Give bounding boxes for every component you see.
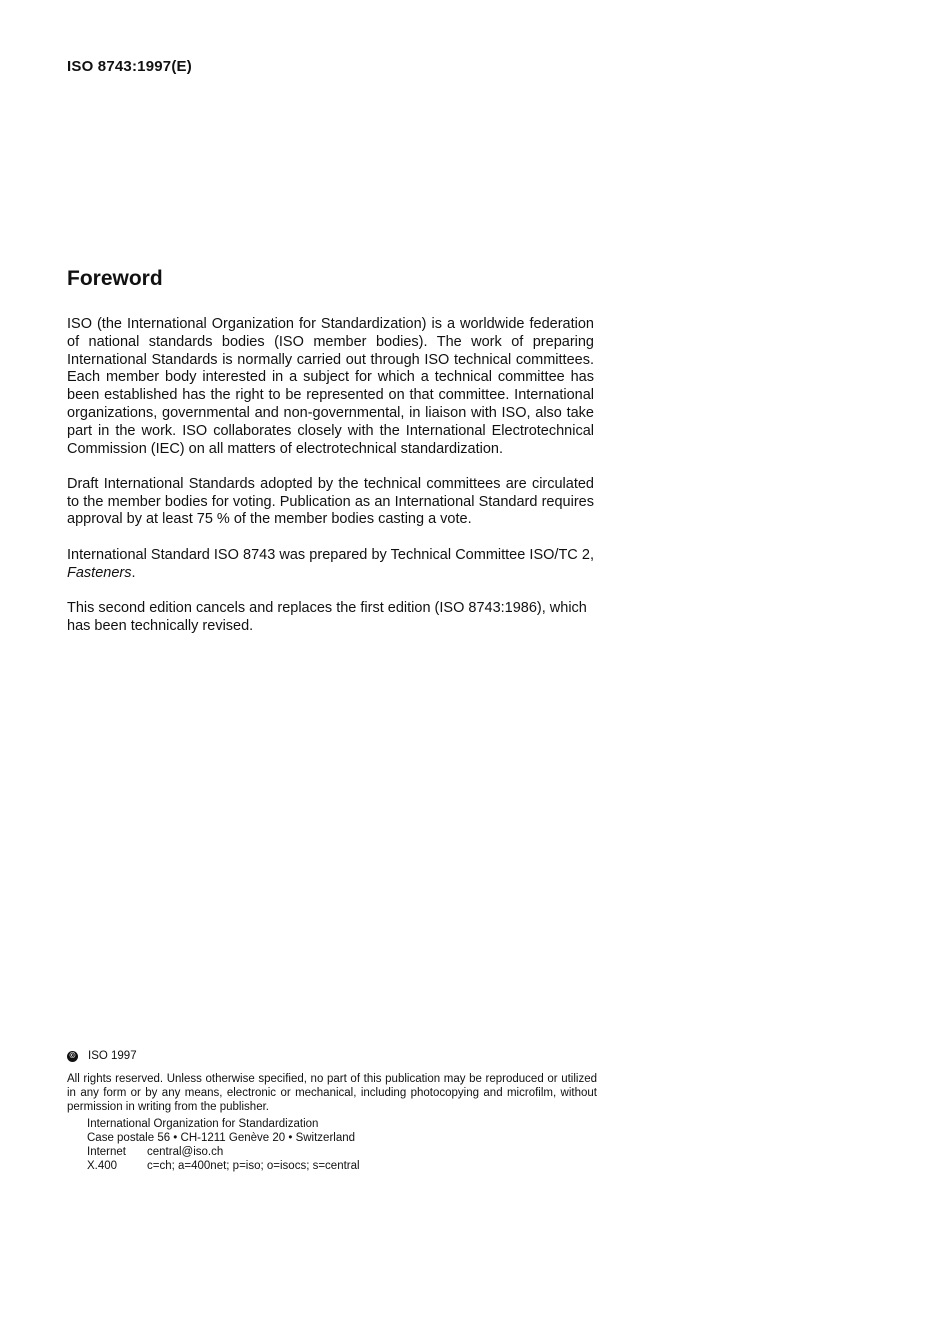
document-id: ISO 8743:1997(E) [67,58,192,75]
foreword-body [67,316,594,653]
copyright-notice: ISO 1997 [88,1050,137,1062]
committee-name: Fasteners [67,564,132,581]
internet-label: Internet [87,1146,126,1158]
foreword-paragraph-1: ISO (the International Organization for Standardization) is a worldwide federation of national standards bodies (ISO member bodies). The work of preparing International Standards is normally carried out through ISO technical committees. Each member body interested in a subject for which a technical committee has been established has the right to be represented on that committee. International organizations, governmental and non-governmental, in liaison with ISO, also take part in the work. ISO collaborates closely with the International Electrotechnical Commission (IEC) on all matters of electrotechnical standardization. [67,316,594,457]
prepared-by-text: International Standard ISO 8743 was prepared by Technical Committee ISO/TC 2, [67,546,594,563]
internet-address: central@iso.ch [147,1146,224,1158]
prepared-by-suffix: . [131,564,136,581]
copyright-block [67,1049,597,1173]
x400-row [87,1159,597,1173]
organization-name: International Organization for Standardization [87,1118,319,1130]
postal-address: Case postale 56 • CH-1211 Genève 20 • Switzerland [87,1132,356,1144]
foreword-paragraph-3 [67,547,594,583]
copyright-line [67,1049,597,1063]
x400-label: X.400 [87,1160,118,1172]
foreword-heading: Foreword [67,267,163,290]
foreword-paragraph-2: Draft International Standards adopted by the technical committees are circulated to the member bodies for voting. Publication as an International Standard requires approval by at least 75 % of the member bodies casting a vote. [67,475,594,528]
internet-row [87,1145,597,1159]
publisher-address [67,1117,597,1173]
edition-note: This second edition cancels and replaces the first edition (ISO 8743:1986), which has been technically revised. [67,599,587,634]
x400-address: c=ch; a=400net; p=iso; o=isocs; s=central [147,1160,360,1172]
rights-text: All rights reserved. Unless otherwise specified, no part of this publication may be reproduced or utilized in any form or by any means, electronic or mechanical, including photocopying and microfilm, without permission in writing from the publisher. [67,1073,597,1113]
copyright-icon: © [67,1051,78,1062]
